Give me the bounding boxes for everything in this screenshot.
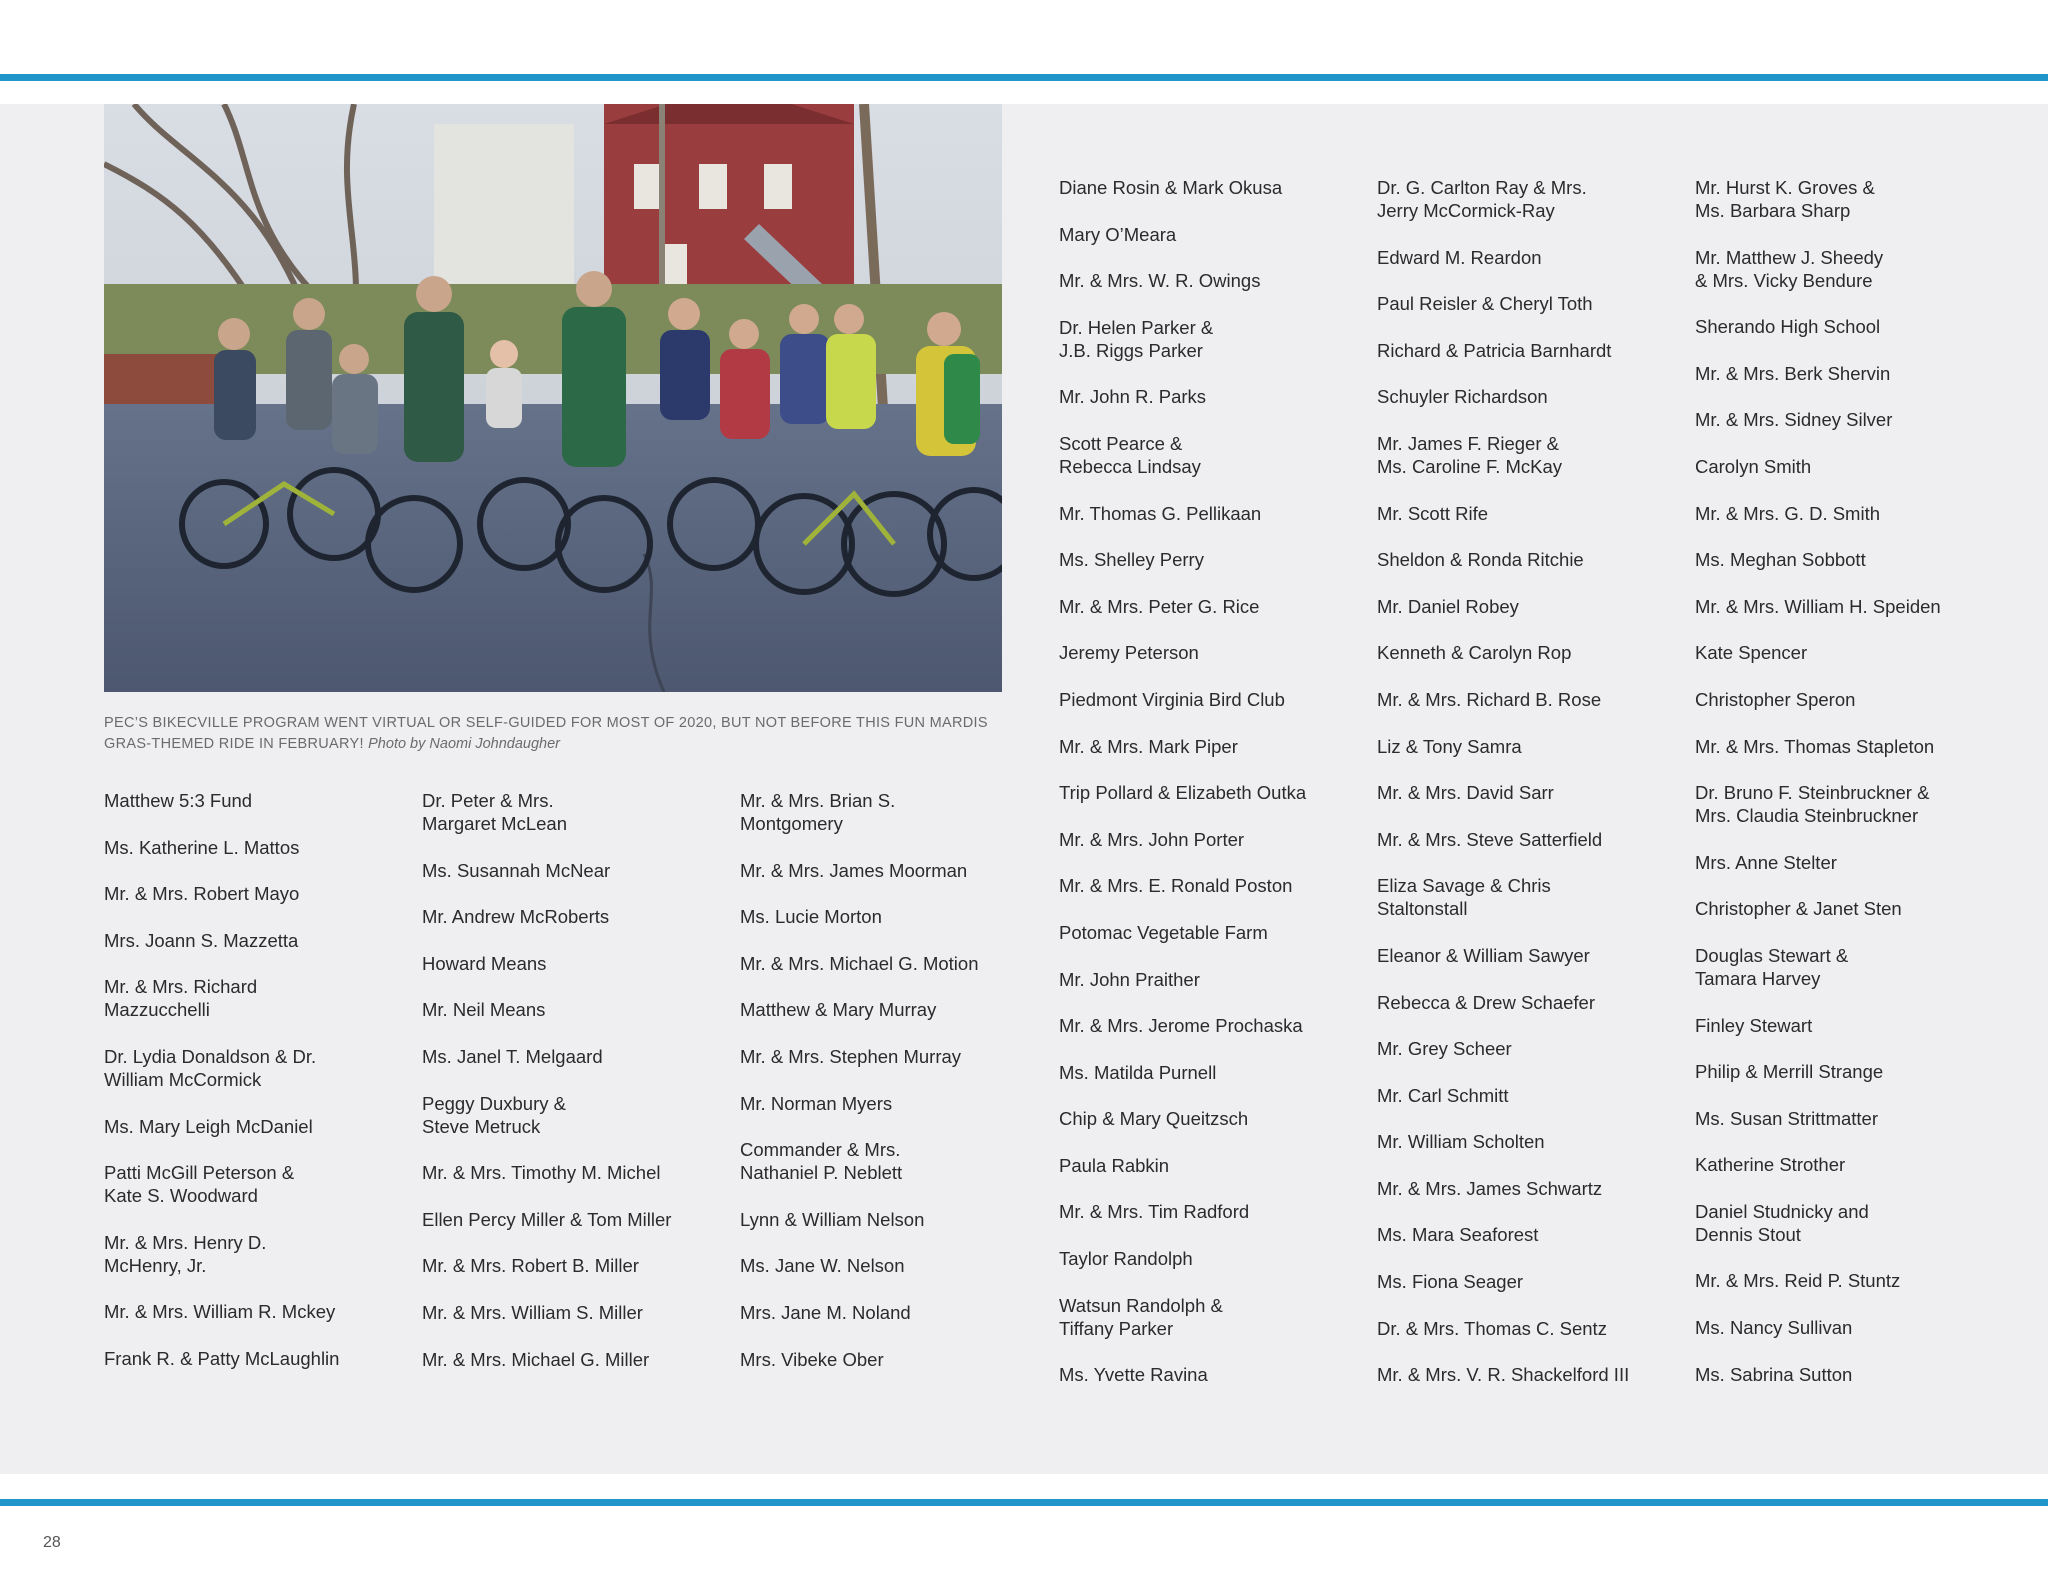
donor-name: Mr. & Mrs. Steve Satterfield: [1377, 828, 1603, 850]
donor-name: Mr. & Mrs. Jerome Prochaska: [1059, 1015, 1303, 1037]
donor-name: Christopher Speron: [1695, 688, 1856, 710]
donor-name: Ms. Mary Leigh McDaniel: [104, 1115, 313, 1137]
donor-name: Paul Reisler & Cheryl Toth: [1377, 293, 1593, 315]
donor-name: Mr. & Mrs. V. R. Shackelford III: [1377, 1364, 1630, 1386]
donor-name: Mr. & Mrs. Brian S. Montgomery: [740, 790, 896, 834]
donor-name: Mr. & Mrs. Thomas Stapleton: [1695, 735, 1935, 757]
donor-name: Ms. Yvette Ravina: [1059, 1364, 1208, 1386]
donor-name: Sheldon & Ronda Ritchie: [1377, 549, 1584, 571]
donor-name: Mr. Scott Rife: [1377, 502, 1489, 524]
donor-name: Diane Rosin & Mark Okusa: [1059, 177, 1283, 198]
donor-name: Mr. & Mrs. David Sarr: [1377, 782, 1554, 804]
donor-name: Mr. & Mrs. John Porter: [1059, 828, 1245, 850]
donor-name: Schuyler Richardson: [1377, 386, 1548, 408]
donor-column-4: [1059, 176, 1359, 1410]
donor-name: Philip & Merrill Strange: [1695, 1061, 1884, 1083]
donor-name: Mr. & Mrs. Reid P. Stuntz: [1695, 1270, 1901, 1292]
donor-name: Ms. Susan Strittmatter: [1695, 1107, 1878, 1129]
donor-name: Mr. & Mrs. Tim Radford: [1059, 1201, 1250, 1223]
bottom-rule: [0, 1499, 2048, 1506]
donor-name: Douglas Stewart & Tamara Harvey: [1695, 944, 1849, 989]
donor-name: Matthew & Mary Murray: [740, 999, 937, 1021]
donor-name: Mr. & Mrs. Stephen Murray: [740, 1045, 962, 1067]
donor-name: Ms. Shelley Perry: [1059, 549, 1204, 571]
donor-name: Eliza Savage & Chris Staltonstall: [1377, 875, 1551, 920]
donor-name: Mr. & Mrs. William H. Speiden: [1695, 595, 1941, 617]
donor-name: Watsun Randolph & Tiffany Parker: [1059, 1294, 1223, 1339]
donor-name: Mr. & Mrs. Michael G. Miller: [422, 1348, 650, 1370]
donor-name: Dr. G. Carlton Ray & Mrs. Jerry McCormick-Ray: [1377, 177, 1587, 221]
donor-name: Peggy Duxbury & Steve Metruck: [422, 1092, 566, 1137]
donor-column-2: [422, 789, 722, 1394]
donor-name: Dr. Helen Parker & J.B. Riggs Parker: [1059, 316, 1214, 361]
donor-name: Taylor Randolph: [1059, 1248, 1193, 1270]
donor-name: Dr. Bruno F. Steinbruckner & Mrs. Claudia Steinbruckner: [1695, 782, 1930, 827]
donor-name: Ms. Mara Seaforest: [1377, 1224, 1539, 1246]
donor-name: Mr. James F. Rieger & Ms. Caroline F. McKay: [1377, 432, 1563, 477]
donor-name: Mrs. Jane M. Noland: [740, 1301, 911, 1323]
donor-name: Christopher & Janet Sten: [1695, 898, 1902, 920]
donor-name: Mr. & Mrs. James Schwartz: [1377, 1177, 1603, 1199]
donor-name: Mr. & Mrs. Timothy M. Michel: [422, 1162, 661, 1184]
donor-name: Mr. Carl Schmitt: [1377, 1084, 1509, 1106]
donor-column-5: [1377, 176, 1677, 1410]
donor-name: Ellen Percy Miller & Tom Miller: [422, 1208, 672, 1230]
donor-name: Mr. Andrew McRoberts: [422, 906, 610, 928]
donor-name: Ms. Fiona Seager: [1377, 1271, 1524, 1293]
donor-name: Mr. Norman Myers: [740, 1092, 893, 1114]
donor-name: Mr. & Mrs. Robert B. Miller: [422, 1255, 639, 1277]
donor-name: Mrs. Vibeke Ober: [740, 1348, 884, 1370]
donor-name: Mr. Grey Scheer: [1377, 1038, 1512, 1060]
donor-name: Matthew 5:3 Fund: [104, 790, 253, 811]
donor-name: Ms. Janel T. Melgaard: [422, 1045, 603, 1067]
donor-column-6: [1695, 176, 1995, 1409]
donor-name: Piedmont Virginia Bird Club: [1059, 688, 1285, 710]
donor-name: Kate Spencer: [1695, 642, 1808, 664]
donor-name: Ms. Susannah McNear: [422, 859, 611, 881]
donor-name: Mr. & Mrs. William R. Mckey: [104, 1301, 336, 1323]
donor-name: Carolyn Smith: [1695, 455, 1812, 477]
donor-name: Mr. Neil Means: [422, 999, 546, 1021]
group-bike-ride-photo: [104, 104, 1002, 692]
photo-credit: Photo by Naomi Johndaugher: [368, 736, 560, 752]
donor-name: Mr. & Mrs. Richard B. Rose: [1377, 688, 1602, 710]
donor-name: Richard & Patricia Barnhardt: [1377, 339, 1612, 361]
donor-name: Ms. Nancy Sullivan: [1695, 1317, 1853, 1339]
donor-name: Ms. Matilda Purnell: [1059, 1061, 1217, 1083]
donor-name: Jeremy Peterson: [1059, 642, 1199, 664]
donor-name: Dr. & Mrs. Thomas C. Sentz: [1377, 1317, 1607, 1339]
donor-name: Sherando High School: [1695, 316, 1881, 338]
donor-name: Mary O’Meara: [1059, 223, 1177, 245]
donor-name: Frank R. & Patty McLaughlin: [104, 1347, 340, 1369]
donor-name: Mr. & Mrs. Sidney Silver: [1695, 409, 1893, 431]
donor-name: Mr. & Mrs. W. R. Owings: [1059, 270, 1261, 292]
donor-name: Mr. Matthew J. Sheedy & Mrs. Vicky Bendure: [1695, 246, 1884, 291]
donor-name: Mr. & Mrs. Berk Shervin: [1695, 362, 1891, 384]
donor-name: Ms. Katherine L. Mattos: [104, 836, 300, 858]
donor-name: Mr. & Mrs. Mark Piper: [1059, 735, 1238, 757]
donor-name: Mrs. Anne Stelter: [1695, 851, 1837, 873]
donor-name: Howard Means: [422, 952, 547, 974]
donor-name: Mr. Thomas G. Pellikaan: [1059, 502, 1262, 524]
donor-name: Mr. & Mrs. E. Ronald Poston: [1059, 875, 1293, 897]
donor-name: Ms. Lucie Morton: [740, 906, 882, 928]
donor-name: Mr. & Mrs. Michael G. Motion: [740, 952, 979, 974]
donor-name: Ms. Sabrina Sutton: [1695, 1363, 1853, 1385]
donor-name: Eleanor & William Sawyer: [1377, 944, 1590, 966]
donor-name: Mr. & Mrs. Robert Mayo: [104, 883, 300, 905]
donor-name: Lynn & William Nelson: [740, 1208, 925, 1230]
donor-name: Trip Pollard & Elizabeth Outka: [1059, 782, 1307, 804]
donor-name: Scott Pearce & Rebecca Lindsay: [1059, 432, 1201, 477]
donor-name: Mr. & Mrs. Henry D. McHenry, Jr.: [104, 1231, 267, 1276]
donor-name: Mr. Daniel Robey: [1377, 595, 1519, 617]
donor-name: Mr. & Mrs. James Moorman: [740, 859, 968, 881]
donor-name: Mr. & Mrs. G. D. Smith: [1695, 502, 1881, 524]
donor-name: Ms. Jane W. Nelson: [740, 1255, 905, 1277]
donor-name: Dr. Peter & Mrs. Margaret McLean: [422, 790, 567, 834]
donor-name: Ms. Meghan Sobbott: [1695, 549, 1866, 571]
donor-name: Katherine Strother: [1695, 1154, 1846, 1176]
donor-column-3: [740, 789, 1040, 1394]
donor-name: Mr. John R. Parks: [1059, 386, 1207, 408]
donor-column-1: [104, 789, 404, 1394]
donor-name: Potomac Vegetable Farm: [1059, 921, 1268, 943]
donor-name: Edward M. Reardon: [1377, 246, 1542, 268]
donor-name: Dr. Lydia Donaldson & Dr. William McCormick: [104, 1045, 317, 1090]
donor-name: Chip & Mary Queitzsch: [1059, 1108, 1249, 1130]
donor-name: Mr. & Mrs. William S. Miller: [422, 1301, 643, 1323]
donor-name: Mr. Hurst K. Groves & Ms. Barbara Sharp: [1695, 177, 1875, 221]
donor-name: Patti McGill Peterson & Kate S. Woodward: [104, 1162, 295, 1207]
donor-name: Mr. William Scholten: [1377, 1131, 1545, 1153]
donor-name: Daniel Studnicky and Dennis Stout: [1695, 1200, 1869, 1245]
donor-name: Kenneth & Carolyn Rop: [1377, 642, 1572, 664]
top-rule: [0, 74, 2048, 81]
donor-name: Mr. & Mrs. Peter G. Rice: [1059, 595, 1260, 617]
donor-name: Finley Stewart: [1695, 1014, 1813, 1036]
donor-name: Commander & Mrs. Nathaniel P. Neblett: [740, 1139, 903, 1184]
photo-caption: [104, 713, 1002, 755]
donor-name: Paula Rabkin: [1059, 1154, 1170, 1176]
donor-name: Mrs. Joann S. Mazzetta: [104, 929, 299, 951]
donor-name: Mr. John Praither: [1059, 968, 1200, 990]
caption-text: PEC’S BIKECVILLE PROGRAM WENT VIRTUAL OR SELF-GUIDED FOR MOST OF 2020, BUT NOT BEFORE THIS FUN MARDIS GRAS-THEMED RIDE IN FEBRUARY!: [104, 715, 988, 752]
page-number: 28: [43, 1534, 61, 1551]
donor-name: Rebecca & Drew Schaefer: [1377, 991, 1595, 1013]
donor-name: Mr. & Mrs. Richard Mazzucchelli: [104, 976, 258, 1021]
donor-name: Liz & Tony Samra: [1377, 735, 1522, 757]
